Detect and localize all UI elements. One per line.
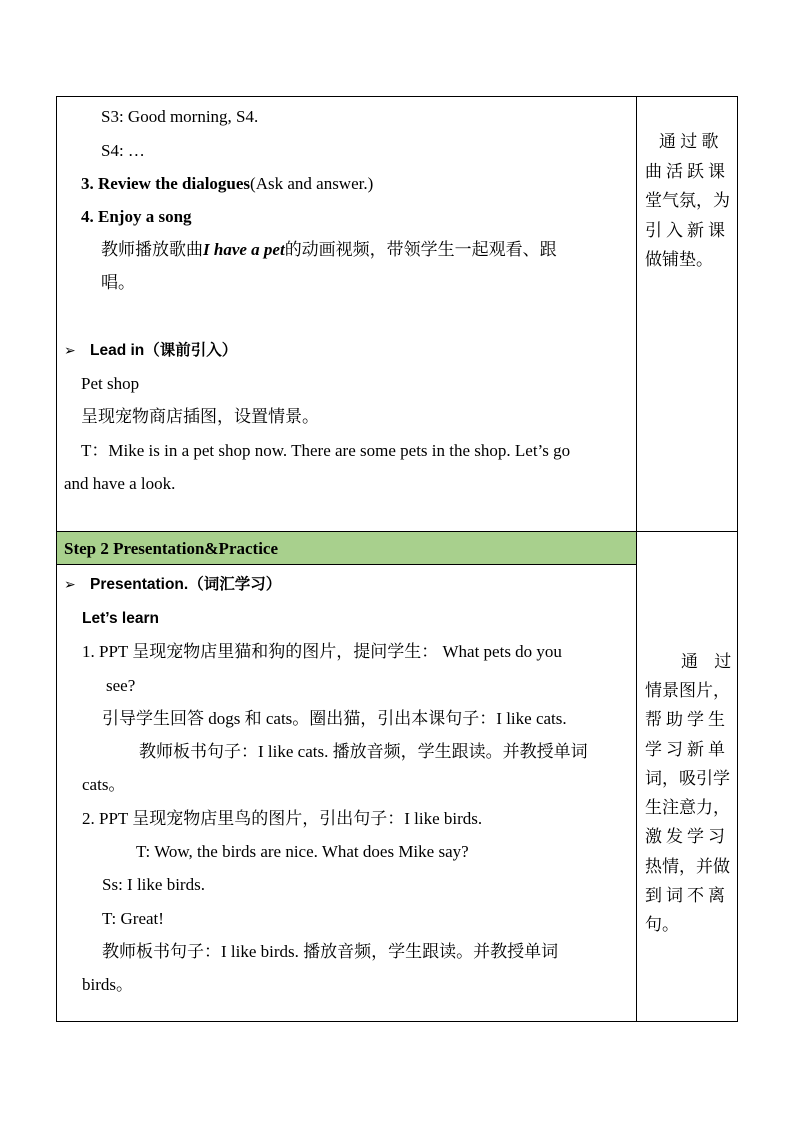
dialogue-line-s3: S3: Good morning, S4. — [101, 107, 259, 126]
step2-header — [57, 532, 636, 564]
lets-learn-label: Let’s learn — [82, 610, 159, 627]
review-number: 3. — [81, 174, 94, 193]
step-header-bottom-border — [56, 564, 637, 565]
teacher-line-1: T：Mike is in a pet shop now. There are some pets in the shop. Let’s go — [81, 441, 571, 460]
step2-note-line-7: 激发学习 — [645, 827, 729, 846]
step2-note-line-10: 句。 — [645, 915, 679, 934]
step2-note-line-5: 词，吸引学 — [645, 769, 730, 788]
top-note-line-4: 引入新课 — [645, 221, 729, 240]
song-post: 的动画视频，带领学生一起观看、跟 — [284, 240, 557, 259]
top-note-line-5: 做铺垫。 — [645, 250, 713, 269]
top-note-line-2: 曲活跃课 — [645, 162, 729, 181]
p1-line-2: see? — [106, 676, 136, 695]
arrow-bullet-icon: ➢ — [64, 577, 76, 593]
review-title: Review the dialogues — [98, 174, 251, 193]
p1-line-3: 引导学生回答 dogs 和 cats。圈出猫，引出本课句子：I like cats. — [102, 709, 567, 728]
p2-line-3: Ss: I like birds. — [102, 875, 205, 894]
p1-line-1: 1. PPT 呈现宠物店里猫和狗的图片，提问学生： What pets do you — [82, 642, 562, 661]
p2-line-2: T: Wow, the birds are nice. What does Mike say? — [136, 842, 469, 861]
top-note-line-1: 通 过 歌 — [659, 132, 719, 151]
song-instruction — [101, 240, 557, 260]
review-note: (Ask and answer.) — [250, 174, 374, 193]
table-right-border — [737, 96, 738, 1022]
dialogue-line-s4: S4: … — [101, 141, 145, 160]
p2-line-1: 2. PPT 呈现宠物店里鸟的图片，引出句子：I like birds. — [82, 809, 483, 828]
teacher-line-2: and have a look. — [64, 474, 176, 493]
top-note-line-3: 堂气氛，为 — [645, 191, 730, 210]
p2-line-5: 教师板书句子：I like birds. 播放音频，学生跟读。并教授单词 — [102, 942, 559, 961]
lead-in-label: Lead in（课前引入） — [90, 342, 238, 359]
song-title: I have a pet — [203, 240, 285, 259]
song-pre: 教师播放歌曲 — [101, 240, 203, 259]
p2-line-6: birds。 — [82, 975, 133, 994]
show-image-line: 呈现宠物商店插图，设置情景。 — [81, 407, 319, 426]
enjoy-title: Enjoy a song — [98, 207, 192, 226]
step2-note-line-4: 学习新单 — [645, 740, 729, 759]
step2-note-line-1: 通 过 — [681, 652, 738, 671]
arrow-bullet-icon: ➢ — [64, 343, 76, 359]
p1-line-5: cats。 — [82, 775, 126, 794]
step2-note-line-2: 情景图片， — [645, 681, 730, 700]
step2-note-line-8: 热情，并做 — [645, 857, 730, 876]
enjoy-number: 4. — [81, 207, 94, 226]
enjoy-song-item — [81, 207, 192, 227]
step2-note-line-6: 生注意力， — [645, 798, 730, 817]
step2-header-label: Step 2 Presentation&Practice — [64, 539, 279, 558]
p2-line-4: T: Great! — [102, 909, 164, 928]
song-instruction-cont: 唱。 — [101, 273, 135, 292]
table-column-divider — [636, 96, 637, 1022]
pet-shop-label: Pet shop — [81, 374, 140, 393]
review-dialogues-item — [81, 174, 373, 194]
lead-in-heading — [64, 341, 237, 361]
presentation-heading — [64, 575, 281, 595]
p1-line-4: 教师板书句子：I like cats. 播放音频，学生跟读。并教授单词 — [139, 742, 588, 761]
step2-note-line-9: 到词不离 — [645, 886, 729, 905]
step2-note-line-3: 帮助学生 — [645, 710, 729, 729]
presentation-label: Presentation.（词汇学习） — [90, 576, 282, 593]
